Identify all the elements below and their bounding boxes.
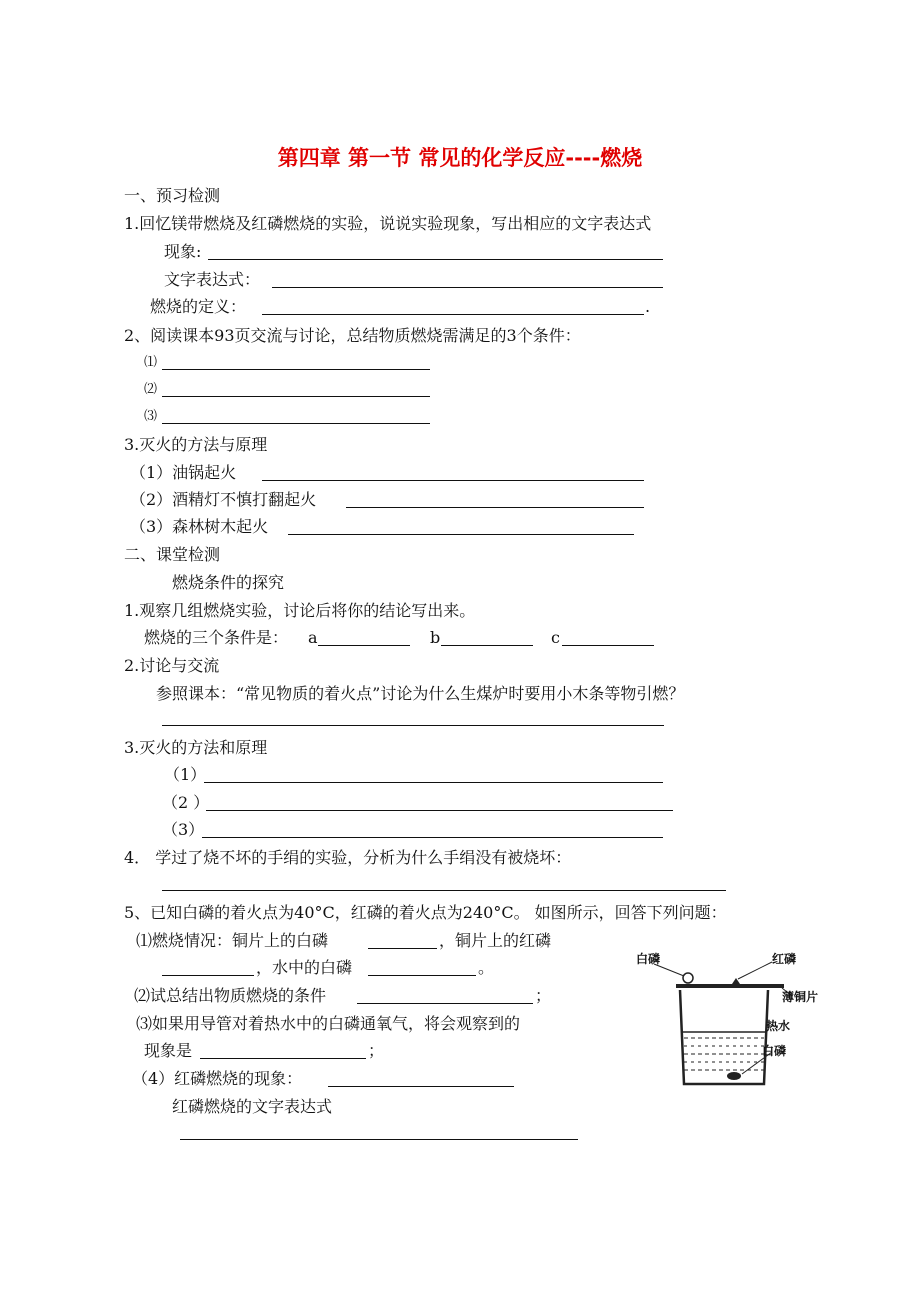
definition-period: . [645, 297, 651, 316]
summary-label: ⑵试总结出物质燃烧的条件 [134, 986, 327, 1005]
summary-end: ； [535, 986, 552, 1005]
question-2-5: 5、已知白磷的着火点为40°C，红磷的着火点为240°C。 如图所示，回答下列问题： [124, 903, 727, 922]
burning-status-label: ⑴燃烧情况：铜片上的白磷 [136, 931, 329, 950]
label-red-phosphorus: 红磷 [772, 952, 797, 966]
discussion-text: 参照课本：“常见物质的着火点”讨论为什么生煤炉时要用小木条等物引燃？ [156, 684, 685, 703]
condition-c-label: c [551, 628, 560, 647]
discussion-blank[interactable] [162, 725, 664, 726]
white-p-copper-blank[interactable] [368, 948, 437, 949]
definition-label: 燃烧的定义： [150, 297, 247, 316]
burning-status-label-2: ，铜片上的红磷 [439, 931, 552, 950]
oxygen-phenomenon-blank[interactable] [200, 1058, 366, 1059]
handkerchief-blank[interactable] [162, 890, 726, 891]
oxygen-phenomenon-label: 现象是 [144, 1041, 193, 1060]
fire-case-blank[interactable] [346, 507, 644, 508]
phenomenon-label: 现象: [164, 242, 202, 261]
fire-case-label: （3）森林树木起火 [130, 517, 269, 536]
condition-b-blank[interactable] [441, 645, 533, 646]
oxygen-question: ⑶如果用导管对着热水中的白磷通氧气，将会观察到的 [136, 1014, 521, 1033]
condition-blank[interactable] [162, 369, 430, 370]
red-p-phenomenon-label: （4）红磷燃烧的现象： [132, 1069, 303, 1088]
label-hot-water: 热水 [766, 1019, 791, 1033]
condition-blank[interactable] [162, 396, 430, 397]
oxygen-end: ； [368, 1041, 385, 1060]
fire-case-label: （2）酒精灯不慎打翻起火 [130, 490, 317, 509]
condition-a-label: a [308, 628, 318, 647]
equation-blank[interactable] [272, 287, 663, 288]
fire-case-label: （1）油锅起火 [130, 463, 237, 482]
question-3: 3.灭火的方法与原理 [124, 435, 268, 454]
equation-label: 文字表达式： [164, 270, 261, 289]
method-blank[interactable] [204, 782, 663, 783]
question-2-3: 3.灭火的方法和原理 [124, 738, 268, 757]
red-p-phenomenon-blank[interactable] [328, 1086, 514, 1087]
fire-case-blank[interactable] [262, 480, 644, 481]
method-blank[interactable] [202, 837, 663, 838]
summary-blank[interactable] [357, 1003, 533, 1004]
method-label: （2 ） [162, 793, 210, 812]
label-white-phosphorus-water: 白磷 [762, 1044, 787, 1058]
subheading: 燃烧条件的探究 [172, 573, 285, 592]
question-2-2: 2.讨论与交流 [124, 656, 220, 675]
section-heading-class: 二、课堂检测 [124, 545, 221, 564]
red-p-equation-blank[interactable] [180, 1139, 578, 1140]
page-title: 第四章 第一节 常见的化学反应----燃烧 [277, 146, 643, 170]
question-2-4: 4． 学过了烧不坏的手绢的实验，分析为什么手绢没有被烧坏： [124, 848, 572, 867]
condition-label: ⑵ [144, 382, 158, 397]
phenomenon-blank[interactable] [208, 259, 663, 260]
burning-status-label-3: ，水中的白磷 [256, 958, 353, 977]
question-2-1: 1.观察几组燃烧实验，讨论后将你的结论写出来。 [124, 601, 476, 620]
conditions-label: 燃烧的三个条件是： [144, 628, 289, 647]
method-blank[interactable] [206, 810, 673, 811]
white-p-water-blank[interactable] [368, 975, 476, 976]
definition-blank[interactable] [262, 314, 644, 315]
condition-label: ⑴ [144, 355, 158, 370]
beaker-diagram [632, 946, 832, 1091]
condition-blank[interactable] [162, 423, 430, 424]
beaker-figure [632, 946, 832, 1091]
condition-c-blank[interactable] [562, 645, 654, 646]
question-2: 2、阅读课本93页交流与讨论，总结物质燃烧需满足的3个条件： [124, 326, 581, 345]
section-heading-preview: 一、预习检测 [124, 186, 221, 205]
label-copper-sheet: 薄铜片 [782, 990, 819, 1004]
method-label: （1） [164, 765, 207, 784]
burning-status-end: 。 [478, 958, 495, 977]
condition-b-label: b [430, 628, 441, 647]
condition-label: ⑶ [144, 409, 158, 424]
question-1: 1.回忆镁带燃烧及红磷燃烧的实验，说说实验现象，写出相应的文字表达式 [124, 214, 652, 233]
red-p-equation-label: 红磷燃烧的文字表达式 [172, 1097, 333, 1116]
method-label: （3） [162, 820, 205, 839]
label-white-phosphorus-top: 白磷 [636, 952, 661, 966]
condition-a-blank[interactable] [318, 645, 410, 646]
red-p-copper-blank[interactable] [162, 975, 254, 976]
fire-case-blank[interactable] [288, 534, 634, 535]
